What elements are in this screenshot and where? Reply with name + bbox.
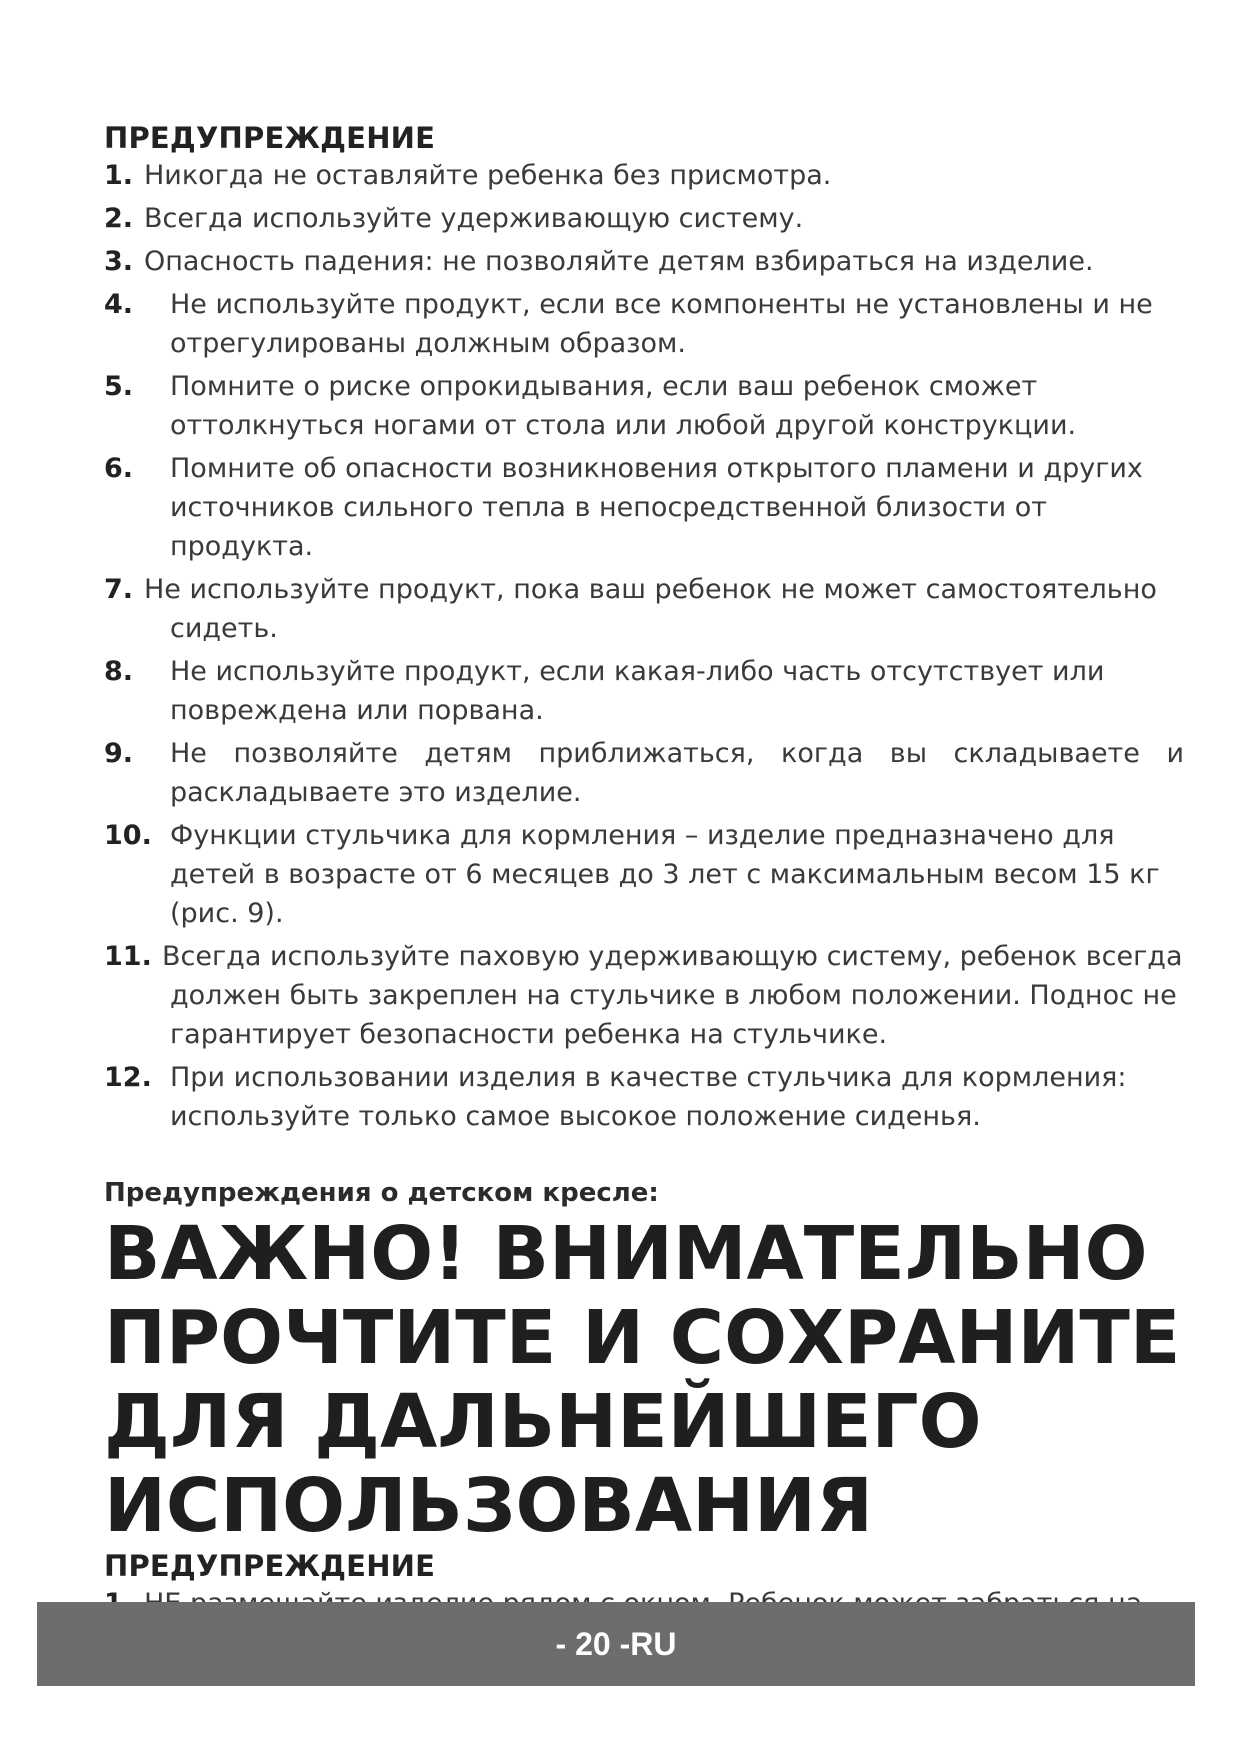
item-text: Не используйте продукт, если какая-либо часть отсутствует или повреждена или порвана. xyxy=(170,656,1105,726)
warning-item-6 xyxy=(104,449,1184,566)
warning-item-11 xyxy=(104,937,1184,1054)
item-text: Помните об опасности возникновения открытого пламени и других источников сильного тепла в непосредственной близости от продукта. xyxy=(170,453,1143,562)
warning-item-5 xyxy=(104,367,1184,445)
item-text: Никогда не оставляйте ребенка без присмотра. xyxy=(144,160,832,191)
item-number: 3. xyxy=(104,246,134,277)
page-number: - 20 -RU xyxy=(555,1626,677,1662)
warning-item-8 xyxy=(104,652,1184,730)
warning-item-4 xyxy=(104,285,1184,363)
item-number: 4. xyxy=(104,289,134,320)
warning-item-9 xyxy=(104,734,1184,812)
item-text: Всегда используйте удерживающую систему. xyxy=(144,203,804,234)
item-text: Не используйте продукт, пока ваш ребенок не может самостоятельно сидеть. xyxy=(144,574,1157,644)
page-content xyxy=(104,120,1184,1627)
item-number: 7. xyxy=(104,574,134,605)
item-number: 2. xyxy=(104,203,134,234)
item-number: 8. xyxy=(104,656,134,687)
warning-item-2 xyxy=(104,199,1184,238)
item-number: 1. xyxy=(104,160,134,191)
important-title: ВАЖНО! ВНИМАТЕЛЬНО ПРОЧТИТЕ И СОХРАНИТЕ ДЛЯ ДАЛЬНЕЙШЕГО ИСПОЛЬЗОВАНИЯ xyxy=(104,1211,1181,1549)
item-number: 12. xyxy=(104,1062,152,1093)
item-text: Помните о риске опрокидывания, если ваш ребенок сможет оттолкнуться ногами от стола или любой другой конструкции. xyxy=(170,371,1077,441)
item-text: Не позволяйте детям приближаться, когда вы складываете и раскладываете это изделие. xyxy=(170,738,1184,808)
item-text: При использовании изделия в качестве стульчика для кормления: используйте только самое высокое положение сиденья. xyxy=(170,1062,1127,1132)
warning-item-1 xyxy=(104,156,1184,195)
warning-item-3 xyxy=(104,242,1184,281)
item-number: 9. xyxy=(104,738,134,769)
footer-bar xyxy=(37,1602,1195,1686)
warning-heading: ПРЕДУПРЕЖДЕНИЕ xyxy=(104,121,436,155)
warning-item-7 xyxy=(104,570,1184,648)
warning-item-12 xyxy=(104,1058,1184,1136)
item-text: Функции стульчика для кормления – изделие предназначено для детей в возрасте от 6 месяцев до 3 лет с максимальным весом 15 кг (рис. 9). xyxy=(170,820,1160,929)
item-number: 6. xyxy=(104,453,134,484)
warning-item-10 xyxy=(104,816,1184,933)
item-number: 5. xyxy=(104,371,134,402)
warning-list xyxy=(104,156,1184,1136)
item-number: 11. xyxy=(104,941,152,972)
item-text: Всегда используйте паховую удерживающую систему, ребенок всегда должен быть закреплен на стульчике в любом положении. Поднос не гарантирует безопасности ребенка на стульчике. xyxy=(162,941,1183,1050)
child-seat-warnings-subheading: Предупреждения о детском кресле: xyxy=(104,1178,659,1208)
warning-heading-2: ПРЕДУПРЕЖДЕНИЕ xyxy=(104,1549,436,1583)
item-text: Опасность падения: не позволяйте детям взбираться на изделие. xyxy=(144,246,1094,277)
item-number: 10. xyxy=(104,820,152,851)
item-text: Не используйте продукт, если все компоненты не установлены и не отрегулированы должным образом. xyxy=(170,289,1153,359)
